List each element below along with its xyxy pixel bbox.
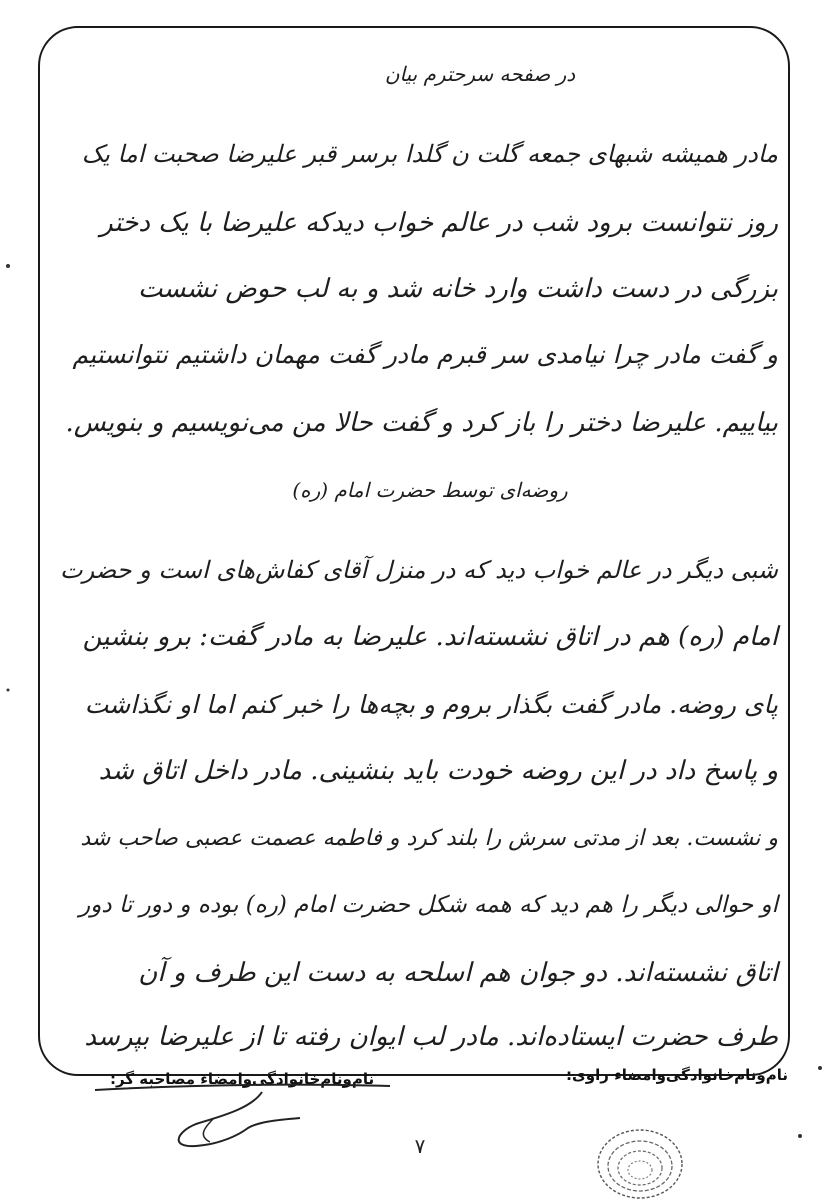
body-line: پای روضه. مادر گفت بگذار بروم و بچه‌ها را خبر کنم اما او نگذاشت: [84, 690, 778, 719]
body-line: روز نتوانست برود شب در عالم خواب دیدکه علیرضا با یک دختر: [100, 208, 778, 238]
body-line: طرف حضرت ایستاده‌اند. مادر لب ایوان رفته تا از علیرضا بپرسد: [84, 1022, 778, 1052]
interviewer-signature-label: نام‌ونام‌خانوادگی‌وامضاء مصاحبه گر:: [110, 1070, 375, 1088]
interviewer-signature-mark: [179, 1092, 300, 1146]
section-subheading: روضه‌ای توسط حضرت امام (ره): [292, 478, 568, 502]
body-line: شبی دیگر در عالم خواب دید که در منزل آقای کفاش‌های است و حضرت: [60, 556, 778, 584]
body-line: امام (ره) هم در اتاق نشسته‌اند. علیرضا به مادر گفت: برو بنشین: [82, 622, 778, 652]
body-line: اتاق نشسته‌اند. دو جوان هم اسلحه به دست این طرف و آن: [138, 958, 778, 988]
body-line: و نشست. بعد از مدتی سرش را بلند کرد و فاطمه عصمت عصبی صاحب شد: [80, 826, 778, 851]
page-heading: در صفحه سرحترم بیان: [384, 62, 576, 86]
fingerprint-stamp: [598, 1130, 682, 1198]
page-number: ۷: [414, 1134, 426, 1158]
body-line: بزرگی در دست داشت وارد خانه شد و به لب حوض نشست: [137, 274, 778, 304]
body-line: مادر همیشه شبهای جمعه گلت ن گلدا برسر قبر علیرضا صحبت اما یک: [81, 140, 778, 168]
body-line: او حوالی دیگر را هم دید که همه شکل حضرت امام (ره) بوده و دور تا دور: [79, 892, 778, 918]
body-line: و پاسخ داد در این روضه خودت باید بنشینی. مادر داخل اتاق شد: [98, 756, 778, 786]
body-line: بیاییم. علیرضا دختر را باز کرد و گفت حالا من می‌نویسیم و بنویس.: [65, 408, 778, 438]
narrator-signature-label: نام‌ونام‌خانوادگی‌وامضاء راوی:: [566, 1066, 788, 1084]
signature-underline: [95, 1085, 390, 1090]
body-line: و گفت مادر چرا نیامدی سر قبرم مادر گفت مهمان داشتیم نتوانستیم: [72, 340, 778, 369]
